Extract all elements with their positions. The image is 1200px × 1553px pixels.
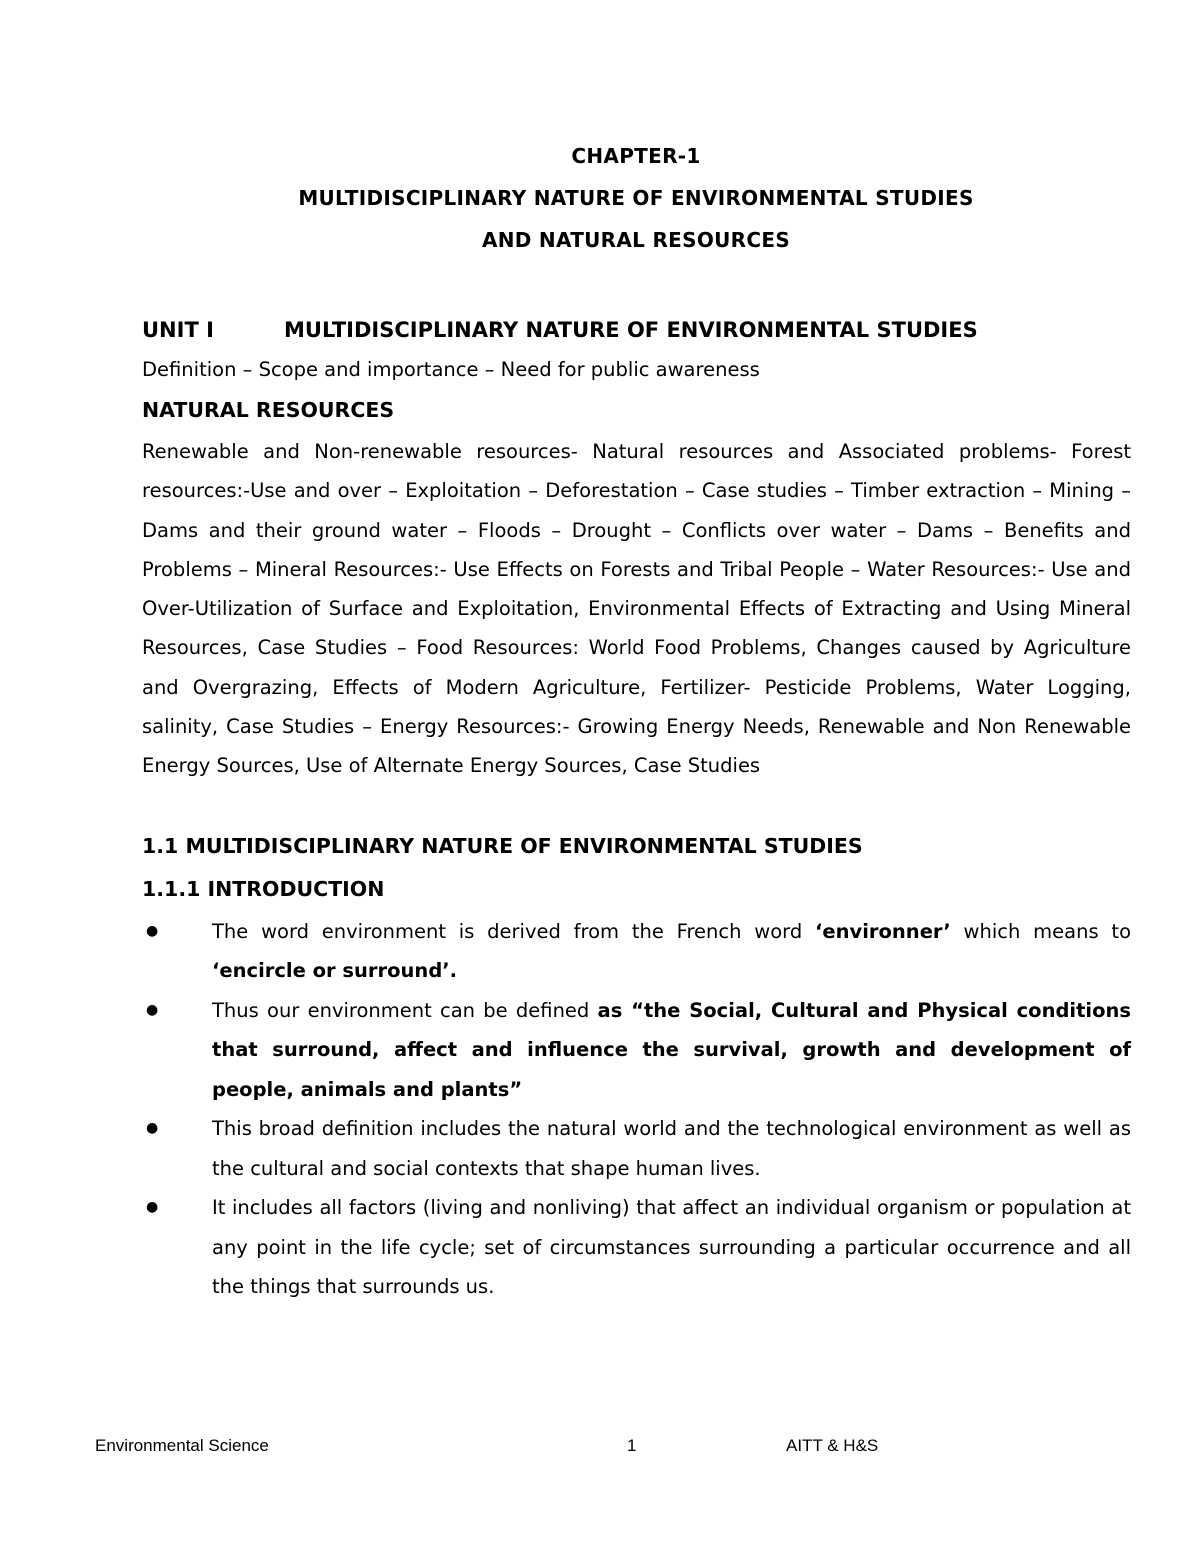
- document-body: [142, 312, 1131, 1307]
- bullet-text: The word environment is derived from the French word: [212, 919, 815, 943]
- chapter-title-line-1: MULTIDISCIPLINARY NATURE OF ENVIRONMENTAL STUDIES: [298, 186, 974, 210]
- introduction-heading: 1.1.1 INTRODUCTION: [142, 876, 385, 901]
- bullet-icon: ●: [146, 1120, 159, 1137]
- section-spacer: [142, 786, 1131, 826]
- chapter-title-block: [0, 141, 1200, 267]
- bullet-icon: ●: [146, 1001, 159, 1018]
- bullet-text: which means to: [950, 919, 1131, 943]
- footer-left: Environmental Science: [95, 1436, 269, 1455]
- section-heading: 1.1 MULTIDISCIPLINARY NATURE OF ENVIRONMENTAL STUDIES: [142, 833, 863, 858]
- list-item: [142, 1109, 1131, 1188]
- introduction-bullet-list: [142, 912, 1131, 1307]
- bullet-bold-text: ‘encircle or surround’.: [212, 959, 458, 983]
- list-item: [142, 1188, 1131, 1307]
- bullet-text: Thus our environment can be defined: [212, 998, 598, 1022]
- footer-page-number: 1: [627, 1436, 637, 1455]
- unit-heading: [142, 312, 1131, 352]
- footer-right: AITT & H&S: [786, 1436, 879, 1455]
- natural-resources-text: Renewable and Non-renewable resources- Natural resources and Associated problems- Forest resources:-Use and over – Exploitation – Deforestation – Case studies – Timber extraction – Mining – Dams and their ground water – Floods – Drought – Conflicts over water – Dams – Benefits and Problems – Mineral Resources:- Use Effects on Forests and Tribal People – Water Resources:- Use and Over-Utilization of Surface and Exploitation, Environmental Effects of Extracting and Using Mineral Resources, Case Studies – Food Resources: World Food Problems, Changes caused by Agriculture and Overgrazing, Effects of Modern Agriculture, Fertilizer- Pesticide Problems, Water Logging, salinity, Case Studies – Energy Resources:- Growing Energy Needs, Renewable and Non Renewable Energy Sources, Use of Alternate Energy Sources, Case Studies: [142, 440, 1131, 778]
- chapter-title-line-2: AND NATURAL RESOURCES: [481, 228, 791, 252]
- bullet-text: This broad definition includes the natural world and the technological environment as well as the cultural and social contexts that shape human lives.: [212, 1117, 1131, 1180]
- bullet-bold-text: ‘environner’: [815, 919, 951, 943]
- chapter-number: CHAPTER-1: [571, 144, 701, 168]
- unit-topics: Definition – Scope and importance – Need for public awareness: [142, 358, 760, 381]
- bullet-icon: ●: [146, 1199, 159, 1216]
- unit-title: MULTIDISCIPLINARY NATURE OF ENVIRONMENTAL STUDIES: [284, 318, 978, 342]
- bullet-text: It includes all factors (living and nonliving) that affect an individual organism or population at any point in the life cycle; set of circumstances surrounding a particular occurrence and all the things that surrounds us.: [212, 1196, 1131, 1299]
- unit-label: UNIT I: [142, 318, 214, 342]
- list-item: [142, 991, 1131, 1110]
- natural-resources-heading: NATURAL RESOURCES: [142, 398, 395, 422]
- list-item: [142, 912, 1131, 991]
- bullet-icon: ●: [146, 922, 159, 939]
- bullet-bold-text: as “the Social, Cultural and Physical conditions that surround, affect and influence the survival, growth and development of people, animals and plants”: [212, 998, 1131, 1101]
